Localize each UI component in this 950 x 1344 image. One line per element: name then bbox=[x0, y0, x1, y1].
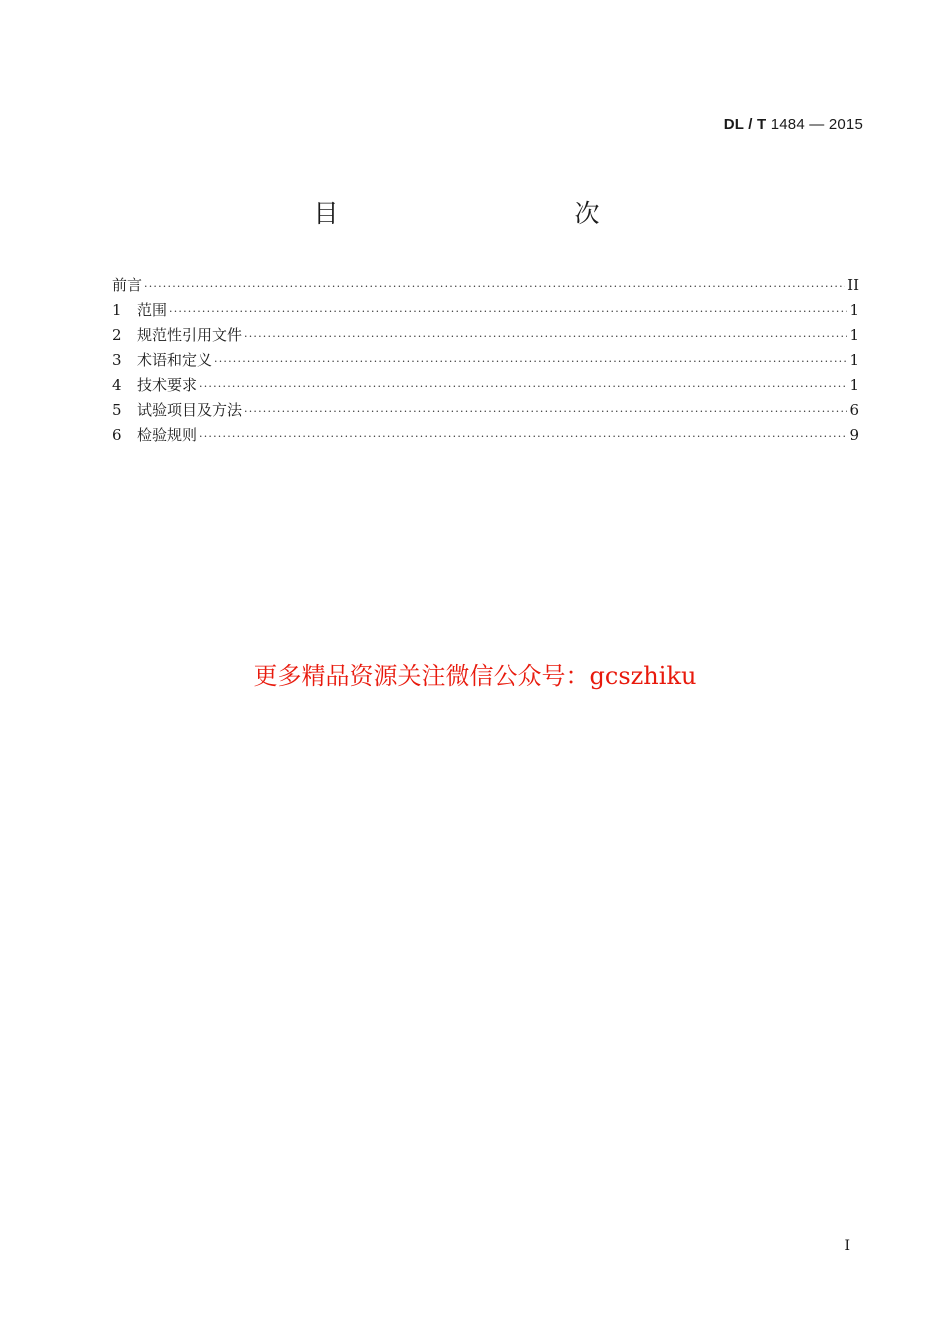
toc-section-number: 1 bbox=[112, 301, 122, 319]
toc-page-number: 1 bbox=[849, 351, 859, 369]
toc-label: 检验规则 bbox=[137, 426, 198, 444]
toc-entry-foreword[interactable] bbox=[112, 276, 859, 301]
toc-entry-inspection-rules[interactable] bbox=[112, 426, 859, 451]
toc-page-number: 1 bbox=[849, 326, 859, 344]
toc-leader-dots bbox=[214, 352, 847, 371]
toc-entry-technical-requirements[interactable] bbox=[112, 376, 859, 401]
toc-label: 试验项目及方法 bbox=[137, 401, 243, 419]
toc-page-number: 1 bbox=[849, 376, 859, 394]
toc-page-number: 1 bbox=[849, 301, 859, 319]
toc-label: 技术要求 bbox=[137, 376, 198, 394]
toc-entry-scope[interactable] bbox=[112, 301, 859, 326]
toc-leader-dots bbox=[244, 402, 847, 421]
toc-leader-dots bbox=[199, 427, 847, 446]
toc-entry-terms-definitions[interactable] bbox=[112, 351, 859, 376]
page-number: I bbox=[844, 1238, 850, 1254]
toc-label: 范围 bbox=[137, 301, 168, 319]
toc-leader-dots bbox=[169, 302, 847, 321]
toc-page-number: 9 bbox=[849, 426, 859, 444]
toc-label: 术语和定义 bbox=[137, 351, 213, 369]
toc-section-number: 2 bbox=[112, 326, 122, 344]
toc-entry-normative-references[interactable] bbox=[112, 326, 859, 351]
toc-section-number: 6 bbox=[112, 426, 122, 444]
toc-section-number: 3 bbox=[112, 351, 122, 369]
toc-page-number: II bbox=[847, 276, 859, 294]
toc-entry-test-items-methods[interactable] bbox=[112, 401, 859, 426]
standard-prefix: DL / T bbox=[723, 116, 767, 133]
toc-leader-dots bbox=[144, 277, 845, 296]
toc-label: 规范性引用文件 bbox=[137, 326, 243, 344]
toc-label: 前言 bbox=[112, 276, 143, 294]
table-of-contents bbox=[112, 276, 859, 451]
watermark-promo-text: 更多精品资源关注微信公众号：gcszhiku bbox=[253, 662, 697, 690]
standard-number: 1484 — 2015 bbox=[770, 116, 863, 133]
toc-leader-dots bbox=[244, 327, 847, 346]
toc-leader-dots bbox=[199, 377, 847, 396]
toc-section-number: 5 bbox=[112, 401, 122, 419]
toc-section-number: 4 bbox=[112, 376, 122, 394]
toc-page-number: 6 bbox=[849, 401, 859, 419]
toc-title: 目 次 bbox=[313, 199, 662, 228]
standard-code bbox=[724, 116, 863, 133]
